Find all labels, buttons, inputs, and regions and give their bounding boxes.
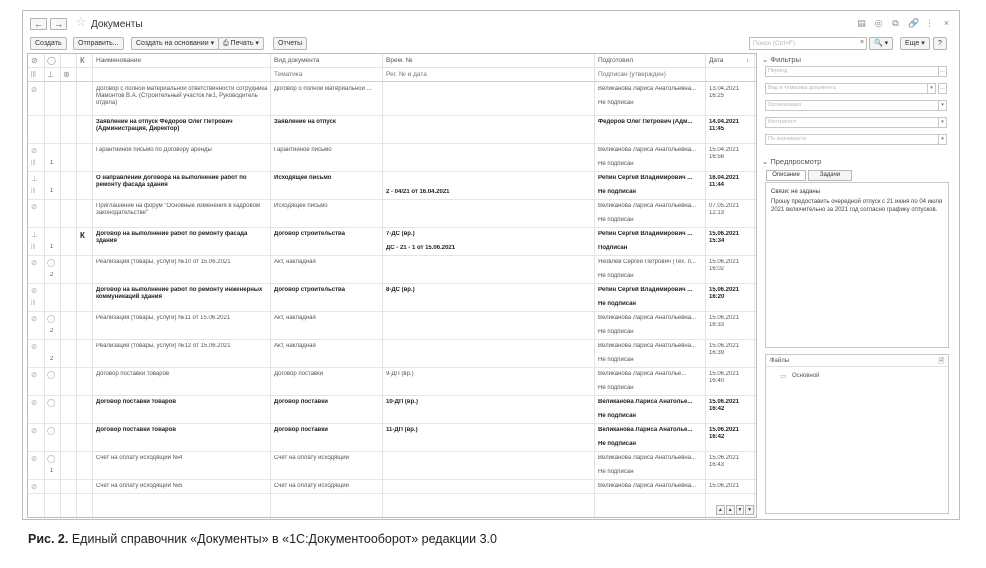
row-signed: Не подписан	[598, 469, 634, 475]
status-column-icon[interactable]: ◯	[47, 56, 56, 65]
row-signed: Не подписан	[598, 441, 637, 447]
row-doc-type: Договор о полной материальной ...	[274, 86, 372, 92]
filters-toggle[interactable]: ⌄ Фильтры	[762, 55, 801, 64]
row-date: 15.06.2021	[709, 231, 740, 237]
scroll-bottom-button[interactable]: ▼	[747, 507, 753, 513]
search-clear-button[interactable]: ×	[859, 39, 865, 46]
row-prepared-by: Великанова Лариса Анатолье...	[598, 399, 693, 405]
files-title: Файлы	[766, 355, 948, 367]
row-time: 16:56	[709, 154, 725, 160]
row-signed: Не подписан	[598, 100, 634, 106]
relevance-field[interactable]: По значимости	[765, 134, 939, 145]
row-signed: Не подписан	[598, 357, 634, 363]
row-name: Приглашение на форум "Основные изменения в кадровом законодательстве"	[96, 203, 261, 216]
row-prepared-by: Великанова Лариса Анатольевна...	[598, 147, 697, 153]
row-date: 15.06.2021	[709, 315, 740, 321]
row-signed: Не подписан	[598, 301, 637, 307]
folder-icon: ▭	[780, 373, 787, 380]
scroll-down-button[interactable]: ▼	[737, 507, 743, 513]
doc-kind-theme-field[interactable]: Вид и тематика документа	[765, 83, 928, 94]
row-name: Счет на оплату исходящий №4	[96, 455, 183, 461]
scroll-top-button[interactable]: ▲	[717, 507, 723, 513]
row-prepared-by: Великанова Лариса Анатольевна...	[598, 86, 697, 92]
period-select-button[interactable]: …	[938, 66, 947, 77]
row-signed: Не подписан	[598, 273, 634, 279]
preview-content	[765, 182, 949, 348]
column-k[interactable]: К	[80, 56, 85, 65]
row-doc-type: Акт, накладная	[274, 259, 316, 265]
row-date: 15.06.2021	[709, 371, 740, 377]
menu-dots-icon[interactable]: ⋮	[925, 18, 934, 28]
row-signed: Не подписан	[598, 217, 634, 223]
row-date: 15.06.2021	[709, 287, 740, 293]
row-status-icon: ◯	[47, 454, 56, 463]
row-time: 16:42	[709, 434, 725, 440]
row-signature-icon: ꔖ	[31, 242, 36, 251]
table-row[interactable]	[28, 452, 756, 480]
row-time: 16:20	[709, 294, 725, 300]
doc-kind-select-button[interactable]: …	[938, 83, 947, 94]
row-status-icon: ◯	[47, 314, 56, 323]
row-attachment-icon: ⊘	[31, 146, 38, 155]
row-date: 13.04.2021	[709, 86, 740, 92]
row-count: 1	[50, 468, 54, 474]
print-button[interactable]: ⎙ Печать ▾	[218, 37, 264, 50]
table-row[interactable]	[28, 116, 756, 144]
row-name: Договор на выполнение работ по ремонту фасада здания	[96, 231, 248, 244]
preview-text: Прошу предоставить очередной отпуск с 21 июня по 04 июля 2021 включительно за 2021 год согласно графику отпусков.	[771, 199, 943, 213]
table-row[interactable]	[28, 396, 756, 424]
row-attachment-icon: ⊘	[31, 398, 38, 407]
row-doc-type: Акт, накладная	[274, 315, 316, 321]
row-time: 12:13	[709, 210, 725, 216]
row-signature-icon: ꔖ	[31, 298, 36, 307]
attachment-column-icon[interactable]: ⊘	[31, 56, 38, 65]
filters-title: Фильтры	[770, 55, 801, 64]
title-bar	[23, 11, 959, 35]
row-name: Реализация (товары, услуги) №10 от 15.06.2021	[96, 259, 231, 265]
row-temp-number: 11-ДП (вр.)	[386, 427, 418, 433]
column-prepared[interactable]: Подготовил	[598, 57, 634, 64]
row-time: 11:44	[709, 182, 725, 188]
row-doc-type: Акт, накладная	[274, 343, 316, 349]
row-time: 16:25	[709, 93, 725, 99]
row-doc-type: Договор поставки	[274, 371, 324, 377]
row-prepared-by: Великанова Лариса Анатольевна...	[598, 455, 697, 461]
window-controls	[857, 18, 951, 28]
row-reg-number: ДС - 21 - 1 от 15.06.2021	[386, 245, 456, 251]
row-temp-number: 9-ДП (вр.)	[386, 371, 414, 377]
row-prepared-by: Великанова Лариса Анатолье...	[598, 371, 687, 377]
table-row[interactable]	[28, 83, 756, 116]
row-prepared-by: Репин Сергей Владимирович ...	[598, 231, 693, 237]
scroll-up-button[interactable]: ▲	[727, 507, 733, 513]
column-reg-number-date[interactable]: Рег. № и дата	[386, 71, 427, 78]
table-header	[28, 54, 756, 68]
row-time: 11:45	[709, 126, 725, 132]
row-doc-type: Договор строительства	[274, 231, 345, 237]
row-prepared-by: Великанова Лариса Анатольевна...	[598, 483, 697, 489]
row-status-icon: ◯	[47, 398, 56, 407]
caption-text: Единый справочник «Документы» в «1С:Документооборот» редакции 3.0	[68, 532, 497, 546]
more-button[interactable]: Еще ▾	[900, 37, 930, 50]
command-bar	[23, 37, 959, 51]
documents-window	[22, 10, 960, 520]
row-prepared-by: Великанова Лариса Анатолье...	[598, 427, 693, 433]
row-count: 1	[50, 160, 54, 166]
row-signed: Не подписан	[598, 161, 634, 167]
row-signed: Не подписан	[598, 329, 634, 335]
preview-title: Предпросмотр	[770, 157, 822, 166]
row-reg-number: 2 - 04/21 от 16.04.2021	[386, 189, 450, 195]
row-signed: Подписан	[598, 245, 628, 251]
row-temp-number: 10-ДП (вр.)	[386, 399, 418, 405]
scroll-buttons	[716, 505, 754, 516]
row-signed: Не подписан	[598, 189, 637, 195]
table-row[interactable]	[28, 480, 756, 494]
file-add-icon[interactable]: 🗎	[938, 358, 944, 365]
row-doc-type: Счет на оплату исходящий	[274, 455, 349, 461]
preview-toggle[interactable]: ⌄ Предпросмотр	[762, 157, 822, 166]
row-status-icon: ◯	[47, 426, 56, 435]
row-doc-type: Счет на оплату исходящий	[274, 483, 349, 489]
period-field[interactable]: Период	[765, 66, 939, 77]
table-row[interactable]	[28, 284, 756, 312]
table-row[interactable]	[28, 172, 756, 200]
row-temp-number: 8-ДС (вр.)	[386, 287, 415, 293]
relevance-dropdown[interactable]: ▾	[938, 134, 947, 145]
favorite-star-icon[interactable]: ☆	[75, 14, 87, 29]
table-row[interactable]	[28, 228, 756, 256]
row-time: 16:02	[709, 266, 725, 272]
column-doc-type[interactable]: Вид документа	[274, 57, 320, 64]
row-time: 16:42	[709, 406, 725, 412]
search-input[interactable]: Поиск (Ctrl+F)	[749, 37, 867, 50]
row-name: Договор поставки товаров	[96, 371, 170, 377]
row-attachment-icon: ⊘	[31, 85, 38, 94]
row-doc-type: Исходящее письмо	[274, 175, 332, 181]
links-text: Связи: не заданы	[771, 189, 821, 195]
row-temp-number: 7-ДС (вр.)	[386, 231, 415, 237]
row-name: Заявление на отпуск Федоров Олег Петрович (Администрация, Директор)	[96, 119, 233, 132]
link-icon[interactable]: 🔗	[908, 18, 920, 28]
row-prepared-by: Великанова Лариса Анатольевна...	[598, 315, 697, 321]
table-row[interactable]	[28, 144, 756, 172]
new-window-icon[interactable]: ⧉	[892, 18, 899, 28]
row-date: 16.04.2021	[709, 175, 740, 181]
row-attachment-icon: ⊘	[31, 482, 38, 491]
row-k-mark: К	[80, 231, 85, 240]
create-button[interactable]: Создать	[30, 37, 67, 50]
row-date: 15.06.2021	[709, 427, 740, 433]
files-panel	[765, 354, 949, 514]
row-prepared-by: Великанова Лариса Анатольевна...	[598, 203, 697, 209]
row-name: Договор поставки товаров	[96, 399, 177, 405]
row-signature-icon: ꔖ	[31, 158, 36, 167]
doc-kind-dropdown[interactable]: ▾	[927, 83, 936, 94]
row-name: Реализация (товары, услуги) №11 от 15.06.2021	[96, 315, 231, 321]
organization-field[interactable]: Организация	[765, 100, 939, 111]
row-date: 14.04.2021	[709, 119, 740, 125]
forward-button[interactable]: →	[50, 18, 67, 30]
tab-description[interactable]: Описание	[766, 170, 806, 181]
row-name: Договор на выполнение работ по ремонту инженерных коммуникаций здания	[96, 287, 263, 300]
row-doc-type: Гарантийное письмо	[274, 147, 332, 153]
row-date: 15.06.2021	[709, 483, 740, 489]
row-date: 15.06.2021	[709, 399, 740, 405]
row-attachment-icon: ⊘	[31, 202, 38, 211]
tasks-column-icon[interactable]: ⊛	[63, 70, 70, 79]
documents-table	[27, 53, 757, 518]
row-count: 2	[50, 356, 54, 362]
row-prepared-by: Яковлев Сергей Петрович (Тех. п...	[598, 259, 696, 265]
row-doc-type: Заявление на отпуск	[274, 119, 336, 125]
tab-tasks[interactable]: Задачи	[808, 170, 852, 181]
help-button[interactable]: ?	[933, 37, 947, 50]
send-button[interactable]: Отправить...	[73, 37, 124, 50]
row-time: 15:34	[709, 238, 725, 244]
row-name: О направлении договора на выполнение работ по ремонту фасада здания	[96, 175, 247, 188]
search-options-button[interactable]: 🔍 ▾	[869, 37, 893, 50]
row-count: 2	[50, 328, 54, 334]
row-attachment-icon: ⊘	[31, 314, 38, 323]
organization-dropdown[interactable]: ▾	[938, 100, 947, 111]
close-icon[interactable]: ×	[943, 18, 950, 28]
table-row[interactable]	[28, 424, 756, 452]
row-attachment-icon: ⊥	[31, 230, 38, 239]
row-prepared-by: Репин Сергей Владимирович ...	[598, 287, 693, 293]
row-date: 15.06.2021	[709, 455, 740, 461]
column-temp-number[interactable]: Врем. №	[386, 57, 413, 64]
row-prepared-by: Федоров Олег Петрович (Адм...	[598, 119, 693, 125]
counterparty-field[interactable]: Контрагент	[765, 117, 939, 128]
table-header-second-row	[28, 68, 756, 82]
row-signed: Не подписан	[598, 385, 634, 391]
row-doc-type: Договор поставки	[274, 427, 328, 433]
caption-label: Рис. 2.	[28, 532, 69, 546]
table-row[interactable]	[28, 200, 756, 228]
row-name: Договор поставки товаров	[96, 427, 177, 433]
row-attachment-icon: ⊥	[31, 174, 38, 183]
window-title: Документы	[91, 19, 143, 30]
row-status-icon: ◯	[47, 258, 56, 267]
row-attachment-icon: ⊘	[31, 286, 38, 295]
row-name: Реализация (товары, услуги) №12 от 15.06.2021	[96, 343, 231, 349]
back-button[interactable]: ←	[30, 18, 47, 30]
column-name[interactable]: Наименование	[96, 57, 142, 64]
row-name: Договор с полной материальной ответственности сотрудника Мамонтов В.А. (Строительный участок №1, Руководитель отдела)	[96, 86, 268, 106]
row-date: 15.06.2021	[709, 343, 740, 349]
row-attachment-icon: ⊘	[31, 426, 38, 435]
table-row[interactable]	[28, 340, 756, 368]
row-time: 16:39	[709, 350, 725, 356]
row-date: 15.06.2021	[709, 259, 740, 265]
row-time: 16:33	[709, 322, 725, 328]
row-doc-type: Исходящее письмо	[274, 203, 328, 209]
row-time: 16:40	[709, 378, 725, 384]
reports-button[interactable]: Отчеты	[273, 37, 307, 50]
row-prepared-by: Великанова Лариса Анатольевна...	[598, 343, 697, 349]
info-icon[interactable]: ◎	[874, 18, 883, 28]
tree-column-icon[interactable]: ⊥	[47, 70, 54, 79]
sort-desc-icon[interactable]: ↓	[746, 57, 750, 64]
file-item-main[interactable]: Основной	[792, 373, 820, 379]
row-date: 15.04.2021	[709, 147, 740, 153]
row-signature-icon: ꔖ	[31, 186, 36, 195]
row-count: 2	[50, 272, 54, 278]
table-row[interactable]	[28, 368, 756, 396]
table-row[interactable]	[28, 256, 756, 284]
row-name: Счет на оплату исходящий №5	[96, 483, 183, 489]
column-theme[interactable]: Тематика	[274, 71, 303, 78]
table-row[interactable]	[28, 312, 756, 340]
counterparty-dropdown[interactable]: ▾	[938, 117, 947, 128]
row-count: 1	[50, 188, 54, 194]
row-attachment-icon: ⊘	[31, 258, 38, 267]
row-attachment-icon: ⊘	[31, 454, 38, 463]
row-count: 1	[50, 244, 54, 250]
row-doc-type: Договор строительства	[274, 287, 345, 293]
row-name: Гарантийное письмо по Договору аренды	[96, 147, 212, 153]
row-attachment-icon: ⊘	[31, 370, 38, 379]
figure-caption	[28, 532, 497, 546]
column-date[interactable]: Дата	[709, 57, 724, 64]
create-based-on-button[interactable]: Создать на основании ▾	[131, 37, 219, 50]
report-icon[interactable]: ▤	[857, 18, 866, 28]
row-time: 16:43	[709, 462, 725, 468]
column-signed[interactable]: Подписан (утвержден)	[598, 71, 666, 78]
row-date: 07.05.2021	[709, 203, 740, 209]
row-attachment-icon: ⊘	[31, 342, 38, 351]
row-prepared-by: Репин Сергей Владимирович ...	[598, 175, 693, 181]
row-signed: Не подписан	[598, 413, 637, 419]
row-doc-type: Договор поставки	[274, 399, 328, 405]
row-status-icon: ◯	[47, 370, 56, 379]
signature-column-icon[interactable]: ꔖ	[31, 70, 36, 79]
